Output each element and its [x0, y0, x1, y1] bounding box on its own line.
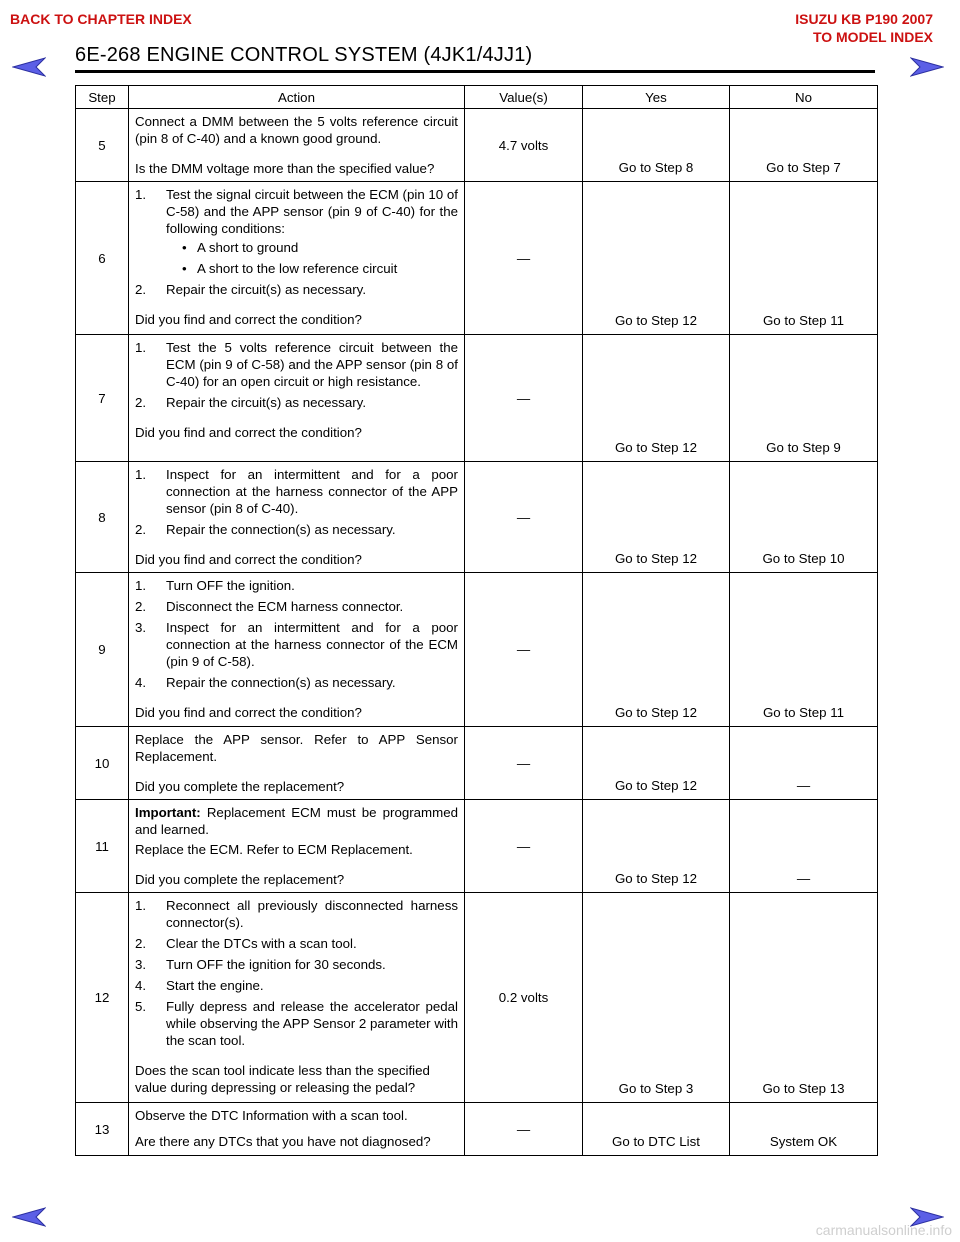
yes-cell: Go to Step 12	[583, 573, 730, 727]
header-yes: Yes	[583, 86, 730, 109]
action-text: Observe the DTC Information with a scan tool.	[135, 1108, 408, 1123]
action-item: 2. Disconnect the ECM harness connector.	[135, 599, 404, 614]
action-item: 1. Test the 5 volts reference circuit between the ECM (pin 9 of C-58) and the APP sensor (pin 8 of C-40) for an open circuit or high resistance.	[135, 340, 458, 389]
important-label: Important:	[135, 805, 201, 820]
value-cell: —	[465, 800, 583, 893]
yes-cell: Go to Step 12	[583, 462, 730, 573]
yes-cell: Go to Step 12	[583, 800, 730, 893]
action-cell	[129, 182, 465, 335]
action-cell	[129, 335, 465, 462]
value-cell: —	[465, 462, 583, 573]
value-cell: —	[465, 335, 583, 462]
action-cell	[129, 1103, 465, 1156]
value-cell: —	[465, 1103, 583, 1156]
step-number: 11	[76, 800, 129, 893]
no-cell: System OK	[730, 1103, 878, 1156]
action-question: Did you find and correct the condition?	[135, 425, 362, 440]
action-cell	[129, 462, 465, 573]
action-question: Did you complete the replacement?	[135, 779, 345, 794]
step-number: 8	[76, 462, 129, 573]
action-cell	[129, 727, 465, 800]
step-number: 9	[76, 573, 129, 727]
yes-cell: Go to Step 12	[583, 727, 730, 800]
yes-cell: Go to Step 12	[583, 182, 730, 335]
next-page-arrow-icon[interactable]	[910, 56, 944, 78]
action-item: 2. Repair the connection(s) as necessary.	[135, 522, 396, 537]
table-row	[76, 462, 878, 573]
table-row	[76, 1103, 878, 1156]
action-text: Connect a DMM between the 5 volts reference circuit (pin 8 of C-40) and a known good ground.	[135, 114, 458, 146]
action-question: Does the scan tool indicate less than the specified value during depressing or releasing the pedal?	[135, 1063, 430, 1095]
action-cell	[129, 573, 465, 727]
action-question: Did you find and correct the condition?	[135, 552, 362, 567]
to-model-index-link[interactable]: TO MODEL INDEX	[812, 29, 933, 45]
action-item: 1. Inspect for an intermittent and for a poor connection at the harness connector of the APP sensor (pin 8 of C-40).	[135, 467, 458, 516]
action-question: Is the DMM voltage more than the specified value?	[135, 161, 435, 176]
no-cell: Go to Step 11	[730, 573, 878, 727]
header-values: Value(s)	[465, 86, 583, 109]
no-cell: Go to Step 11	[730, 182, 878, 335]
action-text: Replace the APP sensor. Refer to APP Sensor Replacement.	[135, 732, 458, 764]
step-number: 13	[76, 1103, 129, 1156]
footer-previous-page-arrow-icon[interactable]	[12, 1206, 46, 1228]
action-item: 2. Repair the circuit(s) as necessary.	[135, 395, 367, 410]
action-question: Are there any DTCs that you have not diagnosed?	[135, 1134, 431, 1149]
action-text: Replace the ECM. Refer to ECM Replacement.	[135, 842, 413, 857]
no-cell: Go to Step 13	[730, 893, 878, 1103]
value-cell: 4.7 volts	[465, 109, 583, 182]
header-step: Step	[76, 86, 129, 109]
no-cell: —	[730, 727, 878, 800]
step-number: 12	[76, 893, 129, 1103]
step-number: 6	[76, 182, 129, 335]
table-row	[76, 727, 878, 800]
no-cell: Go to Step 9	[730, 335, 878, 462]
action-bullet: • A short to the low reference circuit	[166, 260, 458, 277]
action-item: 4. Repair the connection(s) as necessary.	[135, 675, 396, 690]
action-question: Did you find and correct the condition?	[135, 705, 362, 720]
action-item: 1. Reconnect all previously disconnected harness connector(s).	[135, 898, 458, 930]
table-row	[76, 573, 878, 727]
step-number: 10	[76, 727, 129, 800]
no-cell: Go to Step 7	[730, 109, 878, 182]
value-cell: 0.2 volts	[465, 893, 583, 1103]
action-cell	[129, 893, 465, 1103]
previous-page-arrow-icon[interactable]	[12, 56, 46, 78]
yes-cell: Go to Step 8	[583, 109, 730, 182]
yes-cell: Go to DTC List	[583, 1103, 730, 1156]
page-title: 6E-268 ENGINE CONTROL SYSTEM (4JK1/4JJ1)	[75, 44, 533, 66]
value-cell: —	[465, 182, 583, 335]
action-cell	[129, 109, 465, 182]
action-item: 2. Repair the circuit(s) as necessary.	[135, 282, 367, 297]
title-divider	[75, 70, 875, 73]
action-question: Did you find and correct the condition?	[135, 312, 362, 327]
action-item: 2. Clear the DTCs with a scan tool.	[135, 936, 357, 951]
table-row	[76, 109, 878, 182]
header-no: No	[730, 86, 878, 109]
action-item: 4. Start the engine.	[135, 978, 264, 993]
action-cell	[129, 800, 465, 893]
back-to-chapter-index-link[interactable]: BACK TO CHAPTER INDEX	[10, 11, 192, 27]
important-note: Important: Replacement ECM must be programmed and learned.	[135, 805, 458, 837]
table-row	[76, 800, 878, 893]
action-item: 3. Turn OFF the ignition for 30 seconds.	[135, 957, 386, 972]
table-row	[76, 335, 878, 462]
step-number: 7	[76, 335, 129, 462]
header-action: Action	[129, 86, 465, 109]
watermark: carmanualsonline.info	[815, 1222, 952, 1238]
no-cell: —	[730, 800, 878, 893]
yes-cell: Go to Step 12	[583, 335, 730, 462]
action-item: 1. Test the signal circuit between the ECM (pin 10 of C-58) and the APP sensor (pin 9 of C-40) for the following conditions: • A short to ground • A short to the low reference circuit	[135, 186, 458, 277]
value-cell: —	[465, 727, 583, 800]
value-cell: —	[465, 573, 583, 727]
diagnostic-table	[75, 85, 878, 1156]
action-item: 5. Fully depress and release the accelerator pedal while observing the APP Sensor 2 parameter with the scan tool.	[135, 999, 458, 1048]
model-title-link[interactable]: ISUZU KB P190 2007	[795, 11, 933, 27]
table-row	[76, 182, 878, 335]
action-question: Did you complete the replacement?	[135, 872, 345, 887]
table-row	[76, 893, 878, 1103]
action-item: 1. Turn OFF the ignition.	[135, 578, 295, 593]
step-number: 5	[76, 109, 129, 182]
no-cell: Go to Step 10	[730, 462, 878, 573]
yes-cell: Go to Step 3	[583, 893, 730, 1103]
table-header-row	[76, 86, 878, 109]
action-bullet: • A short to ground	[166, 239, 458, 256]
action-item: 3. Inspect for an intermittent and for a poor connection at the harness connector of the ECM (pin 9 of C-58).	[135, 620, 458, 669]
